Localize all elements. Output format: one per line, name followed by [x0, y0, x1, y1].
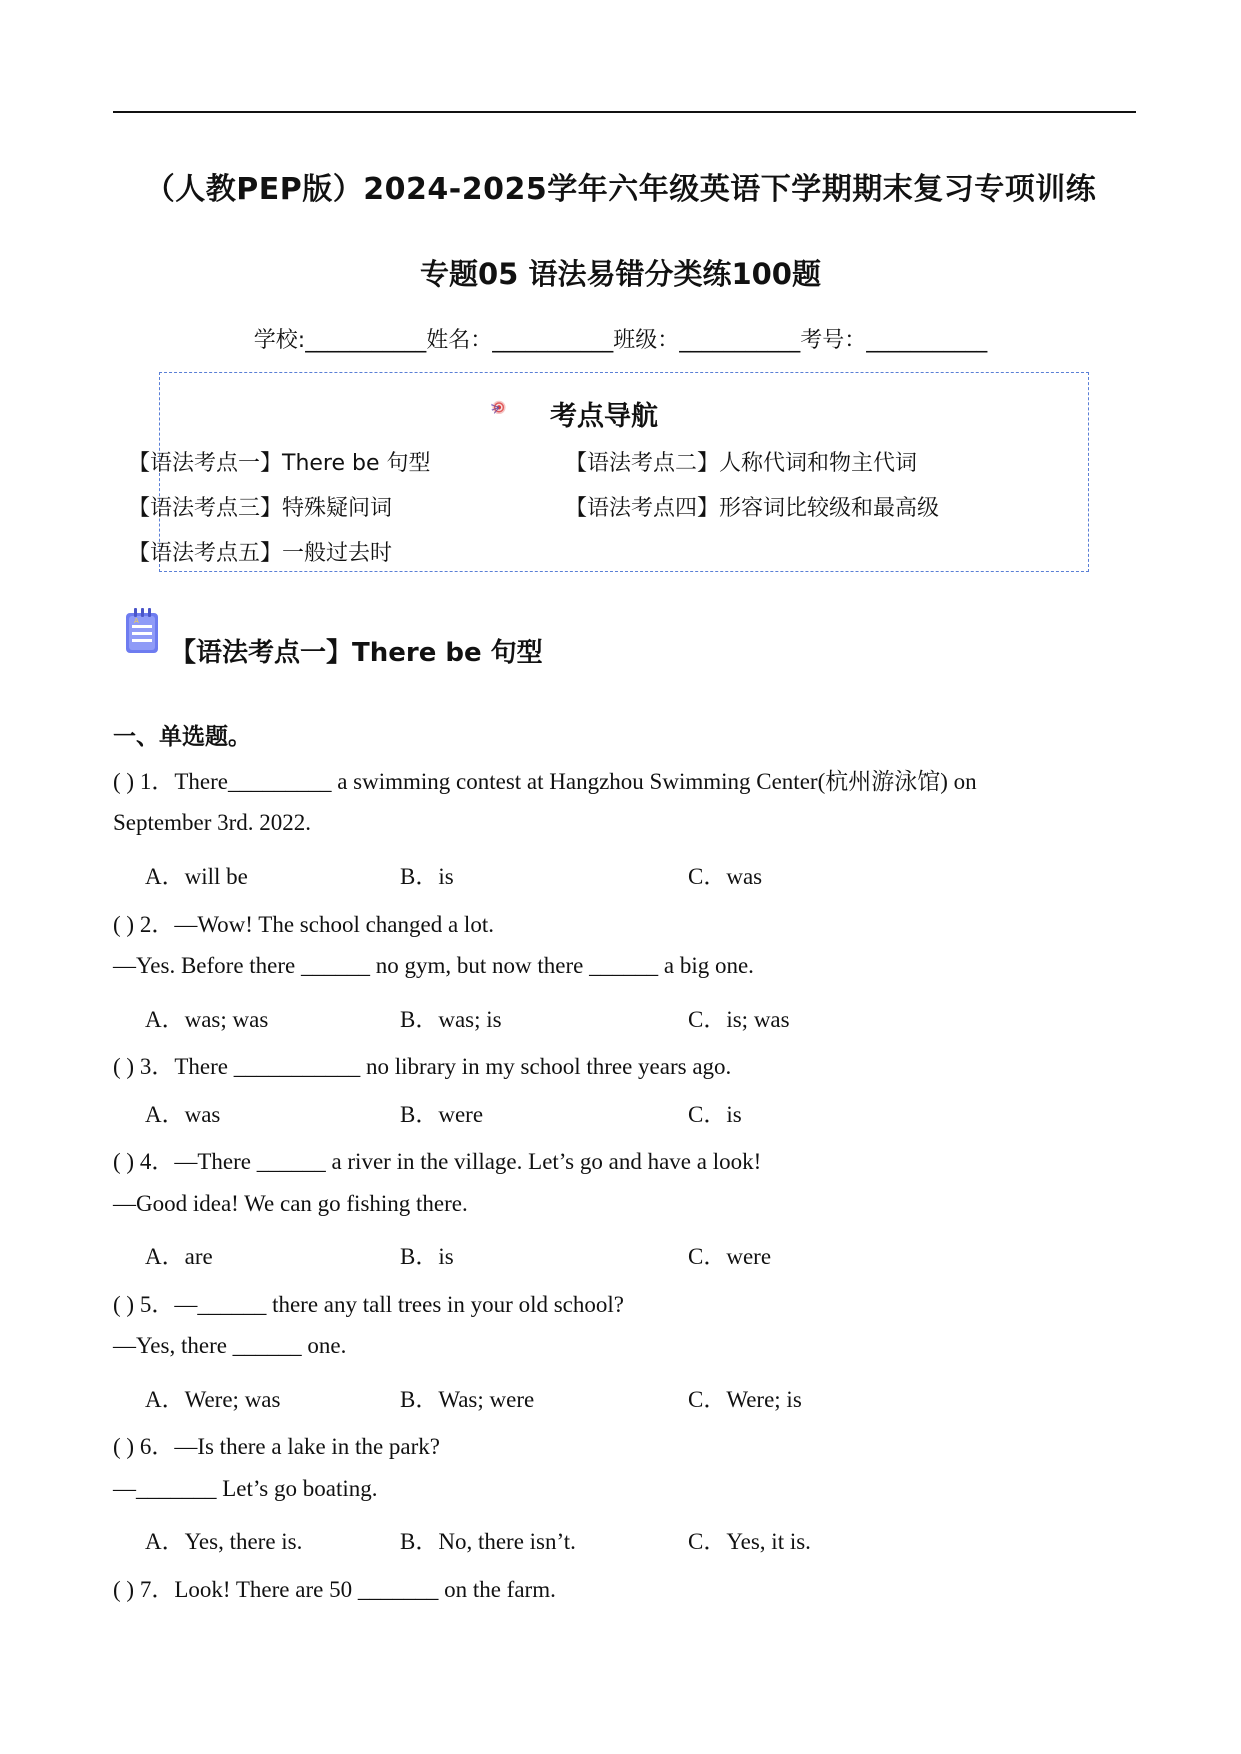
question-5-option-c[interactable]: C．Were; is — [688, 1387, 802, 1412]
question-2-stem: ( ) 2．—Wow! The school changed a lot. — [113, 912, 494, 937]
notebook-icon — [124, 607, 160, 655]
question-3-option-b[interactable]: B．were — [400, 1102, 484, 1127]
question-2-option-c[interactable]: C．is; was — [688, 1007, 790, 1032]
student-info-line: 学校:___________姓名：___________班级：___________考号：___________ — [253, 328, 988, 353]
question-1-option-a[interactable]: A．will be — [145, 864, 248, 889]
part-title: 一、单选题。 — [113, 724, 251, 750]
question-5-option-b[interactable]: B．Was; were — [400, 1387, 535, 1412]
question-4-option-a[interactable]: A．are — [145, 1244, 213, 1269]
question-7-stem: ( ) 7．Look! There are 50 _______ on the farm. — [113, 1577, 556, 1602]
question-4-stem: ( ) 4．—There ______ a river in the village. Let’s go and have a look! — [113, 1149, 762, 1174]
question-3-option-c[interactable]: C．is — [688, 1102, 742, 1127]
section-title: 【语法考点一】There be 句型 — [170, 638, 543, 668]
question-4-option-b[interactable]: B．is — [400, 1244, 454, 1269]
question-1-stem: ( ) 1．There_________ a swimming contest at Hangzhou Swimming Center(杭州游泳馆) on — [113, 769, 977, 794]
question-5-stem-cont: —Yes, there ______ one. — [113, 1333, 347, 1358]
question-5-stem: ( ) 5．—______ there any tall trees in your old school? — [113, 1292, 624, 1317]
question-6-option-b[interactable]: B．No, there isn’t. — [400, 1529, 576, 1554]
question-4-stem-cont: —Good idea! We can go fishing there. — [113, 1191, 468, 1216]
nav-item-4: 【语法考点四】形容词比较级和最高级 — [565, 496, 940, 521]
question-3-option-a[interactable]: A．was — [145, 1102, 221, 1127]
nav-item-2: 【语法考点二】人称代词和物主代词 — [565, 451, 918, 476]
document-title: （人教PEP版）2024-2025学年六年级英语下学期期末复习专项训练 — [144, 172, 1097, 207]
document-subtitle: 专题05 语法易错分类练100题 — [420, 257, 821, 291]
question-6-stem-cont: —_______ Let’s go boating. — [113, 1476, 378, 1501]
question-6-option-c[interactable]: C．Yes, it is. — [688, 1529, 811, 1554]
nav-item-5: 【语法考点五】一般过去时 — [128, 541, 393, 566]
question-2-option-a[interactable]: A．was; was — [145, 1007, 269, 1032]
top-rule — [113, 111, 1136, 113]
question-2-option-b[interactable]: B．was; is — [400, 1007, 502, 1032]
question-5-option-a[interactable]: A．Were; was — [145, 1387, 281, 1412]
nav-item-1: 【语法考点一】There be 句型 — [128, 451, 431, 476]
question-2-stem-cont: —Yes. Before there ______ no gym, but now there ______ a big one. — [113, 953, 754, 978]
question-6-option-a[interactable]: A．Yes, there is. — [145, 1529, 303, 1554]
question-1-option-b[interactable]: B．is — [400, 864, 454, 889]
question-1-stem-cont: September 3rd. 2022. — [113, 810, 312, 835]
question-4-option-c[interactable]: C．were — [688, 1244, 772, 1269]
question-3-stem: ( ) 3．There ___________ no library in my school three years ago. — [113, 1054, 732, 1079]
svg-text:A: A — [134, 617, 139, 625]
question-6-stem: ( ) 6．—Is there a lake in the park? — [113, 1434, 440, 1459]
target-dart-icon — [490, 378, 550, 438]
nav-item-3: 【语法考点三】特殊疑问词 — [128, 496, 393, 521]
nav-title: 考点导航 — [550, 401, 658, 432]
question-1-option-c[interactable]: C．was — [688, 864, 763, 889]
